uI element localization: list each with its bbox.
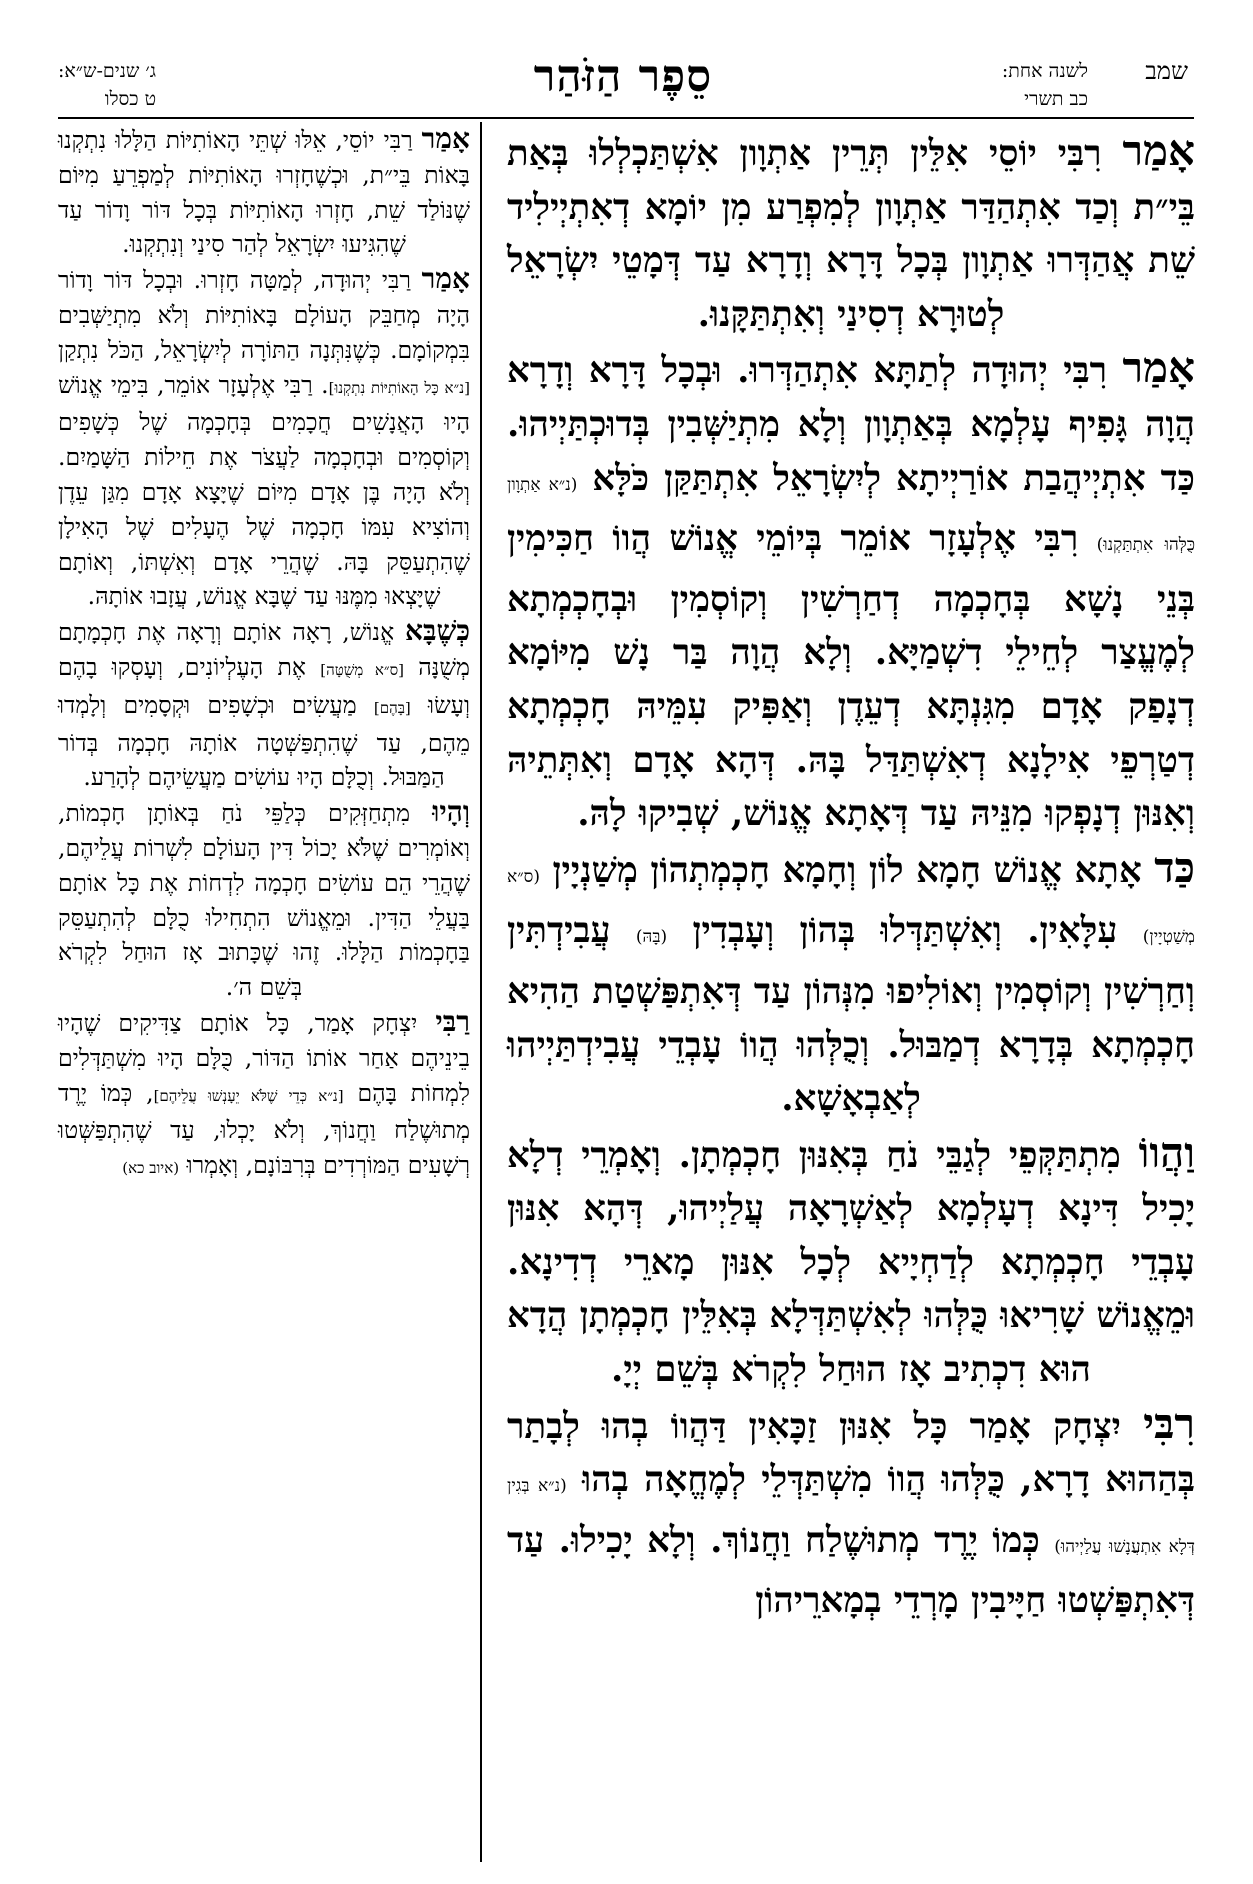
schedule-label: ג׳ שנים-ש״א: (58, 60, 157, 82)
paragraph-text: רַבִּי יְהוּדָה, לְמַטָּה חָזְרוּ. וּבְכָל דּוֹר וָדוֹר הָיָה מְחַבֵּק הָעוֹלָם בָּאוֹתִיּוֹת וְלֹא מִתְיַשְּׁבִים בִּמְקוֹמָם. כְּשֶׁנִּתְּנָה הַתּוֹרָה לְיִשְׂרָאֵל, הַכֹּל נִתְקַן (58, 266, 470, 364)
study-schedule-three-years (58, 57, 156, 113)
paragraph-text: מִתְתַּקְּפֵי לְגַבֵּי נֹחַ בְּאִנּוּן חָכְמְתָן. וְאָמְרֵי דְלָא יָכִיל דִּינָא דְעָלְמָא לְאַשְׁרָאָה עֲלַיְיהוּ, דְּהָא אִנּוּן עָבְדֵי חָכְמְתָא לְדַחְיָיא לְכָל אִנּוּן מָארֵי דְדִינָא. וּמֵאֱנוֹשׁ שָׁרִיאוּ כֻּלְּהוּ לְאִשְׁתַּדְּלָא בְּאִלֵּין חָכְמְתָן הֲדָא הוּא דִכְתִיב אָז הוּחַל לִקְרֹא בְּשֵׁם יְיָ. (507, 1134, 1195, 1391)
paragraph-text: אֶת הָעֶלְיוֹנִים, וְעָסְקוּ בָהֶם וְעָשׂוּ (58, 652, 470, 719)
paragraph (58, 262, 470, 614)
opening-word: אָמַר (421, 122, 470, 155)
opening-word: כַּד (1154, 842, 1195, 892)
hebrew-translation-column (58, 122, 470, 1186)
column-divider (480, 122, 482, 1862)
variant-note: [נ״א כְּדֵי שֶׁלֹּא יֵעָנְשׁוּ עֲלֵיהֶם] (153, 1086, 344, 1105)
opening-word: אָמַר (1122, 343, 1196, 393)
paragraph-text: רִבִּי אֶלְעָזָר אוֹמֵר בְּיוֹמֵי אֱנוֹשׁ הֲווֹ חַכִּימִין בְּנֵי נָשָׁא בְּחָכְמָה דְחַרְשִׁין וְקוֹסְמִין וּבְחָכְמְתָא לְמֶעֱצַר לְחֵילֵי דִשְׁמַיָּא. וְלָא הֲוָה בַּר נָשׁ מִיּוֹמָא דְנָפַק אָדָם מִגִּנְתָּא דְעֵדֶן וְאַפִּיק עִמֵּיהּ חָכְמְתָא דְטַרְפֵי אִילָנָא דְאִשְׁתַּדַּל בָּהּ. דְּהָא אָדָם וְאִתְּתֵיהּ וְאִנּוּן דְנָפְקוּ מִנֵּיהּ עַד דְּאָתָא אֱנוֹשׁ, שְׁבִיקוּ לָהּ. (507, 518, 1195, 835)
paragraph (58, 1005, 470, 1186)
opening-word: רִבִּי (1143, 1398, 1196, 1448)
paragraph-text: מִתְחַזְּקִים כְּלַפֵּי נֹחַ בְּאוֹתָן חָכְמוֹת, וְאוֹמְרִים שֶׁלֹּא יָכוֹל דִּין הָעוֹלָם לִשְׁרוֹת עֲלֵיהֶם, שֶׁהֲרֵי הֵם עוֹשִׂים חָכְמָה לִדְחוֹת אֶת כָּל אוֹתָם בַּעֲלֵי הַדִּין. וּמֵאֱנוֹשׁ הִתְחִילוּ כֻלָּם לְהִתְעַסֵּק בַּחָכְמוֹת הַלָּלוּ. זֶהוּ שֶׁכָּתוּב אָז הוּחַל לִקְרֹא בְּשֵׁם ה׳. (58, 799, 470, 1002)
paragraph-text: אָתָא אֱנוֹשׁ חָמָא לוֹן וְחָמָא חָכְמְתְהוֹן מְשַׁנְיָין (552, 849, 1142, 891)
opening-word: אָמַר (1122, 126, 1195, 175)
paragraph (507, 124, 1195, 341)
paragraph-text: רַבִּי יוֹסֵי, אֵלּוּ שְׁתֵּי הָאוֹתִיּוֹת הַלָּלוּ נִתְקְנוּ בָּאוֹת בֵּי״ת, וּכְשֶׁחָזְרוּ הָאוֹתִיּוֹת לְמַפְרֵעַ מִיּוֹם שֶׁנּוֹלַד שֵׁת, חָזְרוּ הָאוֹתִיּוֹת בְּכָל דּוֹר וָדוֹר עַד שֶׁהִגִּיעוּ יִשְׂרָאֵל לְהַר סִינַי וְנִתְקְנוּ. (58, 126, 470, 259)
paragraph-text: עֲבִידְתִּין וְחַרְשִׁין וְקוֹסְמִין וְאוֹלִיפוּ מִנְּהוֹן עַד דְּאִתְפַּשְׁטַת הַהִיא חָכְמְתָא בְּדָרָא דְמַבּוּל. וְכֻלְּהוּ הֲווֹ עָבְדֵי עֲבִידְתַּיְיהוּ לְאַבְאָשָׁא. (507, 910, 1195, 1120)
paragraph-text: מַעֲשִׂים וּכְשָׁפִים וּקְסָמִים וְלָמְדוּ מֵהֶם, עַד שֶׁהִתְפַּשְּׁטָה אוֹתָהּ חָכְמָה בְּדוֹר הַמַּבּוּל. וְכֻלָּם הָיוּ עוֹשִׂים מַעֲשֵׂיהֶם לְהָרַע. (58, 690, 470, 792)
header-divider (58, 117, 1194, 119)
variant-note: [בָּהֶם] (373, 698, 411, 717)
schedule-date: כב תשרי (1024, 88, 1088, 110)
page-header (58, 51, 1188, 117)
variant-note: (נ״א בְּגִין דְּלָא אִתְעֲנָשׁוּ עֲלַיְיהוּ) (507, 1476, 1195, 1557)
paragraph (58, 122, 470, 262)
book-title: סֵפֶר הַזֹּהַר (533, 51, 713, 102)
paragraph-text: יִצְחָק אָמַר כָּל אִנּוּן זַכָּאִין דַּהֲווֹ בְהוּ לְבָתַר בְּהַהוּא דָרָא, כֻּלְּהוּ הֲווֹ מִשְׁתַּדְּלֵי לְמֶחֱאָה בְהוּ (507, 1405, 1195, 1501)
opening-word: אָמַר (421, 262, 470, 296)
variant-note: [ס״א מְשֻׁטָּה] (320, 660, 404, 679)
paragraph (58, 795, 470, 1005)
paragraph-text: רִבִּי יוֹסֵי אִלֵּין תְּרֵין אַתְוָון אִשְׁתַּכְלְלוּ בְּאַת בֵּי״ת וְכַד אִתְהַדַּר אַתְוָון לְמִפְרַע מִן יוֹמָא דְאִתְיְילִיד שֵׁת אֲהַדְּרוּ אַתְוָון בְּכָל דָּרָא וְדָרָא עַד דְּמָטֵי יִשְׂרָאֵל לְטוּרָא דְסִינַי וְאִתְתַּקָּנוּ. (507, 133, 1195, 335)
variant-note: (ס״א מְשַׁטְיָין) (507, 866, 1195, 948)
opening-word: כְּשֶׁבָּא (405, 614, 470, 648)
opening-word: רַבִּי (435, 1004, 470, 1038)
variant-note: (נ״א אַתְוָון כֻּלְּהוּ אִתְתַּקְנוּ) (507, 474, 1195, 556)
schedule-label: לשנה אחת: (1001, 60, 1088, 82)
paragraph (507, 1126, 1195, 1397)
schedule-date: ט כסלו (104, 88, 157, 110)
opening-word: וְהָיוּ (432, 795, 470, 829)
paragraph (507, 341, 1195, 840)
paragraph (507, 841, 1195, 1126)
paragraph-text: אֱנוֹשׁ, רָאָה אוֹתָם וְרָאָה אֶת חָכְמָתָם מְשֻׁנָּה (58, 618, 470, 681)
verse-reference: (איוב כא) (122, 1159, 180, 1178)
paragraph-text: כְּמוֹ יֶרֶד מְתוּשֶׁלַח וַחֲנוֹךְ. וְלָא יָכִילוּ. עַד דְּאִתְפַּשְׁטוּ חַיָּיבִין מָרְדֵי בְמָארֵיהוֹן (507, 1519, 1195, 1622)
paragraph (58, 614, 470, 795)
paragraph-text: . רַבִּי אֶלְעָזָר אוֹמֵר, בִּימֵי אֱנוֹשׁ הָיוּ הָאֲנָשִׁים חֲכָמִים בְּחָכְמָה שֶׁל כְּשָׁפִים וְקוֹסְמִים וּבְחָכְמָה לַעֲצֹר אֶת חֵילוֹת הַשָּׁמַיִם. וְלֹא הָיָה בֶּן אָדָם מִיּוֹם שֶׁיָּצָא אָדָם מִגַּן עֵדֶן וְהוֹצִיא עִמּוֹ חָכְמָה שֶׁל הֶעָלִים שֶׁל הָאִילָן שֶׁהִתְעַסֵּק בָּהּ. שֶׁהֲרֵי אָדָם וְאִשְׁתּוֹ, וְאוֹתָם שֶׁיָּצְאוּ מִמֶּנּוּ עַד שֶׁבָּא אֱנוֹשׁ, עֲזָבוּ אוֹתָהּ. (58, 370, 470, 611)
opening-word: וַהֲווֹ (1138, 1127, 1196, 1177)
paragraph-text: , כְּמוֹ יֶרֶד מְתוּשֶׁלַח וַחֲנוֹךְ, וְלֹא יָכְלוּ, עַד שֶׁהִתְפַּשְּׁטוּ רְשָׁעִים הַמּוֹרְדִים בְּרִבּוֹנָם, וְאָמְרוּ (58, 1078, 470, 1180)
paragraph (507, 1397, 1195, 1628)
variant-note: (בָּהּ) (635, 927, 668, 948)
variant-note: [נ״א כָּל הָאוֹתִיּוֹת נִתְקְנוּ] (328, 378, 470, 397)
paragraph-text: עִלָּאִין. וְאִשְׁתַּדְּלוּ בְּהוֹן וְעָבְדִין (692, 910, 1118, 952)
paragraph-text: רִבִּי יְהוּדָה לְתַתָּא אִתְהַדְּרוּ. וּבְכָל דָּרָא וְדָרָא הֲוָה גָּפִיף עָלְמָא בְּאַתְוָון וְלָא מִתְיַשְּׁבִין בְּדוּכְתַּיְיהוּ. כַּד אִתְיְיהֲבַת אוֹרַיְיתָא לְיִשְׂרָאֵל אִתְתַּקַּן כֹּלָּא (507, 350, 1196, 499)
page-number: שמב (1145, 57, 1188, 85)
aramaic-text-column (507, 124, 1195, 1628)
paragraph-text: יִצְחָק אָמַר, כָּל אוֹתָם צַדִּיקִים שֶׁהָיוּ בֵינֵיהֶם אַחַר אוֹתוֹ הַדּוֹר, כֻּלָּם הָיוּ מִשְׁתַּדְּלִים לִמְחוֹת בָּהֶם (58, 1008, 470, 1107)
